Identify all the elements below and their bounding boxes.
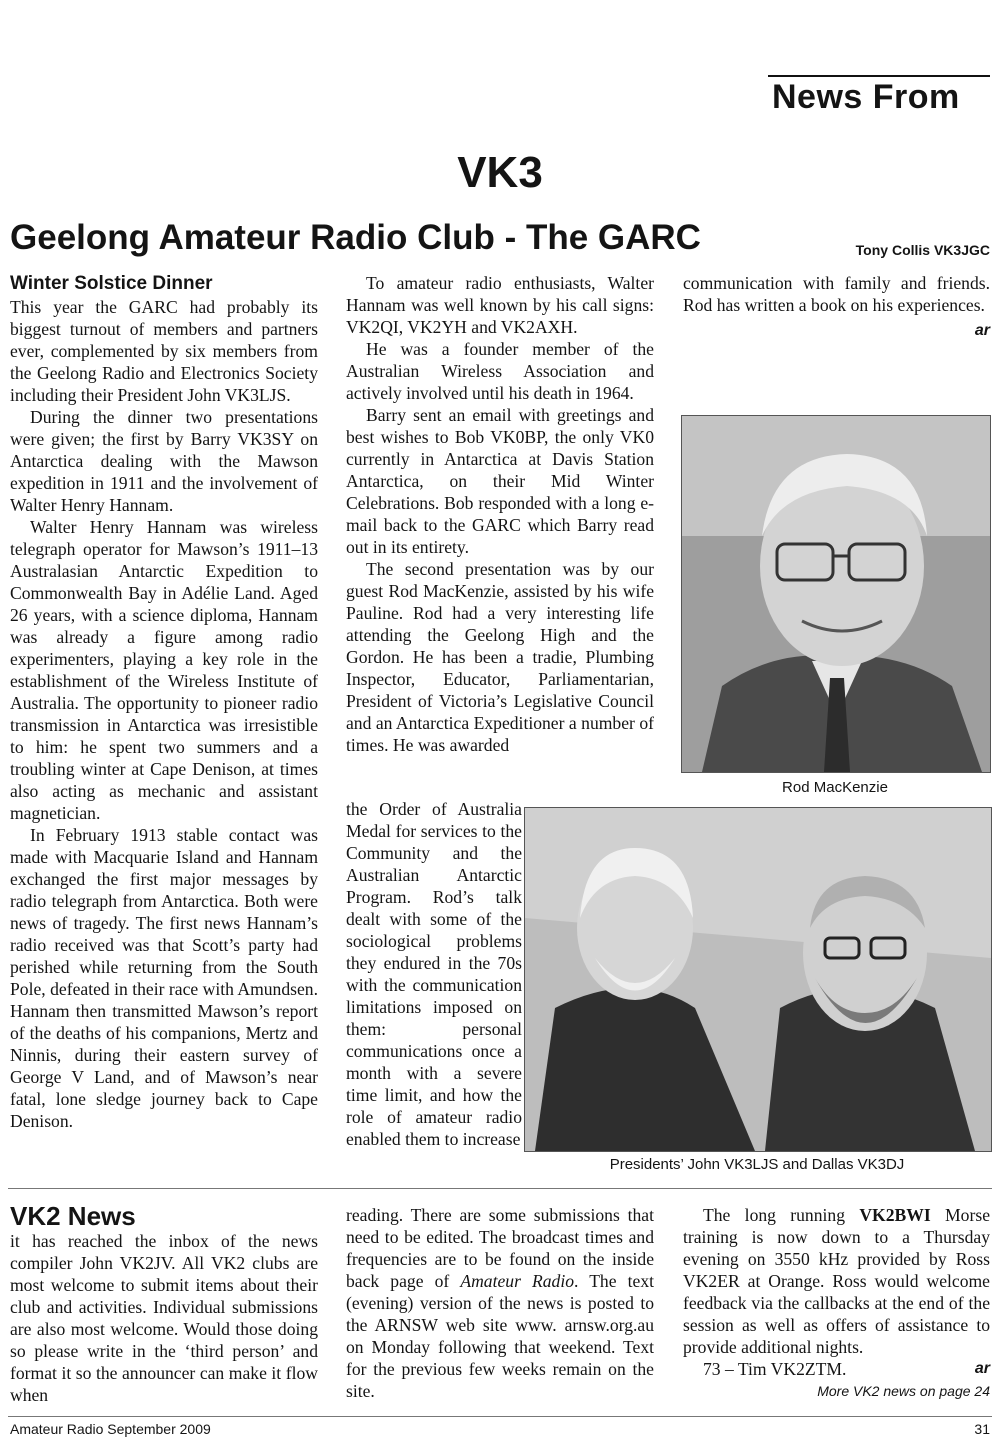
article-column-2: [346, 272, 654, 756]
article-paragraph: He was a founder member of the Australian Wireless Association and actively involved until his death in 1964.: [346, 339, 654, 403]
vk2-column-2: [346, 1204, 654, 1402]
photo-caption: Rod MacKenzie: [782, 779, 888, 796]
article-paragraph: the Order of Australia Medal for services to the Community and the Australian Antarctic Program. Rod’s talk dealt with some of the sociological problems they endured in the 70s with the communication limitations imposed on them: personal communications once a month with a severe time limit, and how the role of amateur radio enabled them to increase: [346, 799, 522, 1149]
vk2-paragraph: The long running VK2BWI Morse training is now down to a Thursday evening on 3550 kHz provided by Ross VK2ER at Orange. Ross would welcome feedback via the callbacks at the end of the session as well as offers of assistance to provide additional nights.: [683, 1205, 990, 1357]
vk2-news-title: VK2 News: [10, 1201, 136, 1231]
continuation-note: More VK2 news on page 24: [817, 1383, 990, 1399]
vk2-column-1: [10, 1230, 318, 1406]
footer-rule: [8, 1416, 992, 1417]
region-heading: VK3: [457, 148, 543, 197]
vk2-signoff: 73 – Tim VK2ZTM.: [703, 1359, 847, 1379]
article-paragraph: The second presentation was by our guest Rod MacKenzie, assisted by his wife Pauline. Rod had a very interesting life attending the Geelong High and the Gordon. He has been a tradie, Plumbing Inspector, Educator, Parliamentarian, President of Victoria’s Legislative Council and an Antarctica Expeditioner a number of times. He was awarded: [346, 559, 654, 755]
article-title: Geelong Amateur Radio Club - The GARC: [10, 218, 701, 257]
group-photo-image: [525, 808, 991, 1151]
vk2-end-mark: ar: [974, 1360, 990, 1377]
article-paragraph: This year the GARC had probably its biggest turnout of members and partners ever, complemented by six members from the Geelong Radio and Electronics Society including their President John VK3LJS.: [10, 297, 318, 405]
photo-rod-mackenzie: [681, 415, 991, 773]
article-subhead: Winter Solstice Dinner: [10, 273, 213, 294]
article-paragraph: Walter Henry Hannam was wireless telegraph operator for Mawson’s 1911–13 Australasian Antarctic Expedition to Commonwealth Bay in Adélie Land. Aged 26 years, with a science diploma, Hannam was already a figure among radio experimenters, playing a key role in the establishment of the Wireless Institute of Australia. The opportunity to pioneer radio transmission in Antarctica was irresistible to him: he spent two summers and a troubling winter at Cape Denison, at times also acting as mechanic and assistant magnetician.: [10, 517, 318, 823]
footer-publication: Amateur Radio September 2009: [10, 1421, 211, 1437]
article-end-mark: ar: [974, 322, 990, 339]
article-paragraph: communication with family and friends. Rod has written a book on his experiences.: [683, 273, 990, 315]
magazine-title: Amateur Radio: [460, 1271, 575, 1291]
article-paragraph: In February 1913 stable contact was made with Macquarie Island and Hannam exchanged the first major messages by radio telegraph from Antarctica. Both were news of tragedy. The first news Hannam’s radio received was that Scott’s party had perished while returning from the South Pole, defeated in their race with Amundsen. Hannam then transmitted Mawson’s report of the deaths of his companions, Mertz and Ninnis, during their eastern survey of George V Land, and of Mawson’s near fatal, lone sledge journey back to Cape Denison.: [10, 825, 318, 1131]
vk2-paragraph: it has reached the inbox of the news compiler John VK2JV. All VK2 clubs are most welcome to submit items about their club and activities. Individual submissions are also most welcome. Would those doing so please write in the ‘third person’ and format it so the announcer can make it flow when: [10, 1231, 318, 1405]
article-column-1: [10, 272, 318, 1132]
article-paragraph: To amateur radio enthusiasts, Walter Hannam was well known by his call signs: VK2QI, VK2YH and VK2AXH.: [346, 273, 654, 337]
section-heading: News From: [772, 78, 960, 116]
article-column-2-continued: [346, 798, 522, 1150]
photo-presidents: [524, 807, 992, 1152]
photo-caption: Presidents’ John VK3LJS and Dallas VK3DJ: [609, 1156, 905, 1173]
vk2-paragraph: reading. There are some submissions that need to be edited. The broadcast times and frequencies are to be found on the inside back page of Amateur Radio. The text (evening) version of the news is posted to the ARNSW web site www. arnsw.org.au on Monday following that weekend. Text for the previous few weeks remain on the site.: [346, 1205, 655, 1401]
vk2-column-3: [683, 1204, 990, 1380]
callsign: VK2BWI: [859, 1205, 931, 1225]
section-divider: [8, 1188, 992, 1189]
article-column-3: [683, 272, 990, 342]
header-rule: [768, 75, 990, 77]
portrait-image: [682, 416, 990, 772]
article-paragraph: During the dinner two presentations were given; the first by Barry VK3SY on Antarctica dealing with the Mawson expedition in 1911 and the involvement of Walter Henry Hannam.: [10, 407, 318, 515]
article-byline: Tony Collis VK3JGC: [855, 242, 990, 258]
footer-page-number: 31: [974, 1421, 990, 1437]
article-paragraph: Barry sent an email with greetings and best wishes to Bob VK0BP, the only VK0 currently in Antarctica at Davis Station Antarctica, on their Mid Winter Celebrations. Bob responded with a long e-mail back to the GARC which Barry read out in its entirety.: [346, 405, 654, 557]
